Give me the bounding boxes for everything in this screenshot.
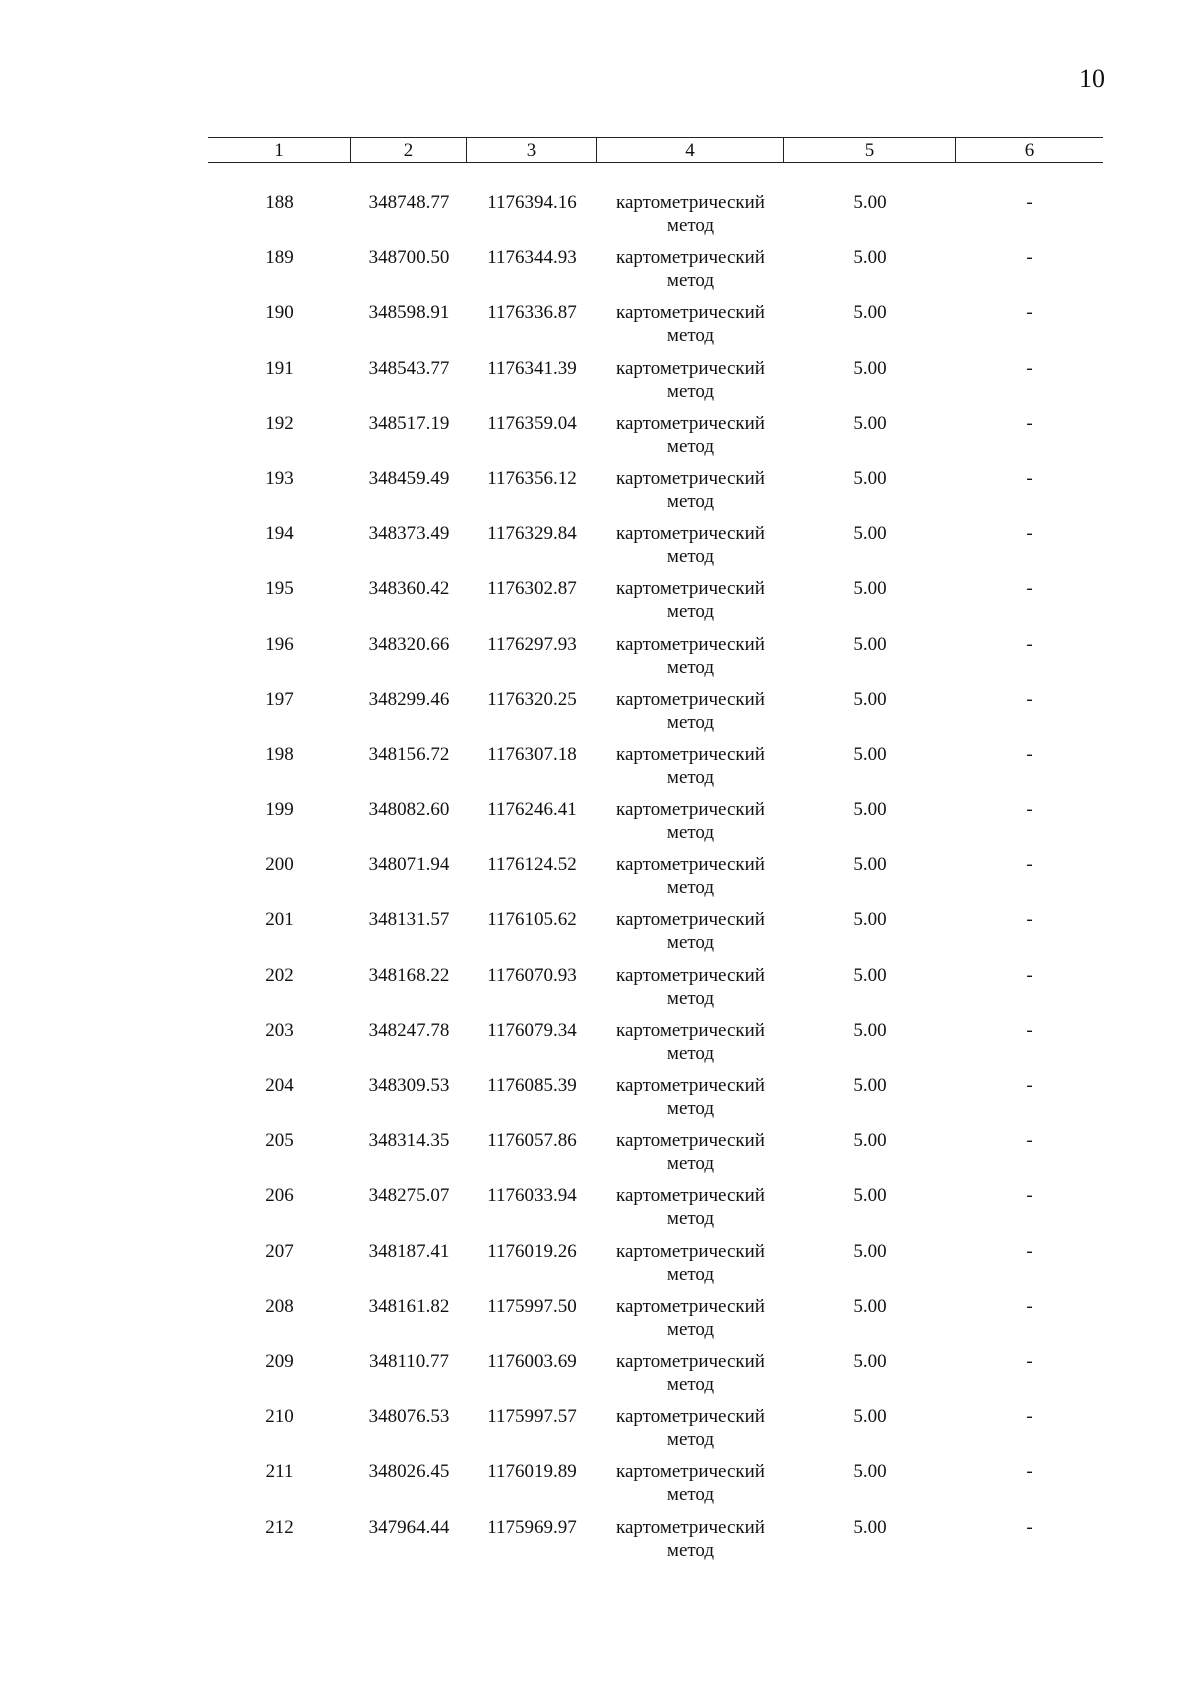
y-coordinate-cell: 1176394.16 [487, 192, 577, 213]
table-row [208, 1405, 1103, 1460]
accuracy-cell: 5.00 [853, 799, 887, 821]
method-cell [597, 191, 784, 237]
note-cell: - [1026, 799, 1033, 821]
note-cell: - [1026, 688, 1033, 710]
column-header-4: 4 [597, 138, 784, 162]
y-coordinate-cell: 1176070.93 [487, 964, 577, 986]
point-number-cell: 190 [265, 302, 294, 324]
method-cell [597, 1074, 784, 1120]
note-cell: - [1026, 302, 1033, 324]
method-line-1: картометрический [616, 633, 765, 655]
table-row [208, 357, 1103, 412]
point-number-cell: 191 [265, 357, 294, 379]
y-coordinate-cell: 1176085.39 [487, 1075, 577, 1096]
note-cell: - [1026, 854, 1033, 876]
y-coordinate-cell: 1176079.34 [487, 1019, 577, 1041]
y-coordinate-cell: 1176003.69 [487, 1350, 577, 1372]
x-coordinate-cell: 348459.49 [368, 467, 450, 489]
x-coordinate-cell: 348360.42 [368, 578, 450, 600]
note-cell: - [1026, 1406, 1033, 1428]
method-line-2: метод [666, 325, 715, 347]
table-row [208, 522, 1103, 577]
x-coordinate-cell: 348275.07 [368, 1185, 450, 1207]
x-coordinate-cell: 348156.72 [368, 743, 450, 765]
method-cell [597, 743, 784, 789]
point-number-cell: 209 [265, 1350, 294, 1372]
point-number-cell: 193 [265, 467, 294, 489]
x-coordinate-cell: 348082.60 [368, 799, 450, 821]
table-row [208, 1129, 1103, 1184]
method-line-1: картометрический [616, 799, 765, 821]
y-coordinate-cell: 1176297.93 [487, 633, 577, 655]
method-line-2: метод [666, 1484, 715, 1506]
method-cell [597, 1019, 784, 1065]
method-line-2: метод [666, 1098, 715, 1119]
y-coordinate-cell: 1176344.93 [487, 247, 577, 269]
accuracy-cell: 5.00 [853, 1185, 887, 1207]
point-number-cell: 211 [265, 1461, 294, 1483]
column-header-2: 2 [351, 138, 467, 162]
method-line-1: картометрический [616, 1130, 765, 1152]
note-cell: - [1026, 1019, 1033, 1041]
method-line-2: метод [666, 1208, 715, 1230]
note-cell: - [1026, 964, 1033, 986]
point-number-cell: 207 [265, 1240, 294, 1262]
table-header [208, 137, 1103, 163]
x-coordinate-cell: 348314.35 [368, 1130, 450, 1152]
accuracy-cell: 5.00 [853, 412, 887, 434]
table-row [208, 1516, 1103, 1571]
method-cell [597, 301, 784, 347]
x-coordinate-cell: 348168.22 [368, 964, 450, 986]
method-line-1: картометрический [616, 1075, 765, 1096]
method-cell [597, 688, 784, 734]
accuracy-cell: 5.00 [853, 1075, 887, 1096]
method-line-2: метод [666, 1539, 715, 1561]
method-line-2: метод [666, 546, 715, 568]
method-cell [597, 467, 784, 513]
point-number-cell: 203 [265, 1019, 294, 1041]
point-number-cell: 197 [265, 688, 294, 710]
table-row [208, 1295, 1103, 1350]
method-line-2: метод [666, 215, 715, 236]
method-cell [597, 412, 784, 458]
y-coordinate-cell: 1175997.50 [487, 1295, 577, 1317]
table-row [208, 1350, 1103, 1405]
note-cell: - [1026, 1461, 1033, 1483]
note-cell: - [1026, 523, 1033, 545]
method-line-2: метод [666, 1263, 715, 1285]
method-line-1: картометрический [616, 1019, 765, 1041]
y-coordinate-cell: 1176105.62 [487, 909, 577, 931]
x-coordinate-cell: 348309.53 [368, 1075, 450, 1096]
x-coordinate-cell: 347964.44 [368, 1516, 450, 1538]
table-row [208, 798, 1103, 853]
accuracy-cell: 5.00 [853, 523, 887, 545]
accuracy-cell: 5.00 [853, 192, 887, 213]
method-cell [597, 522, 784, 568]
method-cell [597, 1295, 784, 1341]
method-line-2: метод [666, 932, 715, 954]
column-header-5: 5 [784, 138, 956, 162]
method-cell [597, 853, 784, 899]
y-coordinate-cell: 1176359.04 [487, 412, 577, 434]
method-line-2: метод [666, 435, 715, 457]
method-line-2: метод [666, 1318, 715, 1340]
method-line-2: метод [666, 822, 715, 844]
method-line-1: картометрический [616, 1350, 765, 1372]
y-coordinate-cell: 1176307.18 [487, 743, 577, 765]
x-coordinate-cell: 348076.53 [368, 1406, 450, 1428]
table-body [208, 191, 1103, 1571]
x-coordinate-cell: 348110.77 [368, 1350, 450, 1372]
method-cell [597, 577, 784, 623]
column-header-6: 6 [1024, 140, 1035, 161]
note-cell: - [1026, 1075, 1033, 1096]
method-cell [597, 1129, 784, 1175]
note-cell: - [1026, 909, 1033, 931]
note-cell: - [1026, 1240, 1033, 1262]
note-cell: - [1026, 1130, 1033, 1152]
accuracy-cell: 5.00 [853, 1461, 887, 1483]
table-row [208, 743, 1103, 798]
y-coordinate-cell: 1176019.89 [487, 1461, 577, 1483]
method-line-1: картометрический [616, 523, 765, 545]
accuracy-cell: 5.00 [853, 854, 887, 876]
x-coordinate-cell: 348131.57 [368, 909, 450, 931]
method-line-2: метод [666, 601, 715, 623]
accuracy-cell: 5.00 [853, 964, 887, 986]
note-cell: - [1026, 467, 1033, 489]
method-line-1: картометрический [616, 1240, 765, 1262]
column-header-1: 1 [208, 138, 351, 162]
accuracy-cell: 5.00 [853, 247, 887, 269]
accuracy-cell: 5.00 [853, 1406, 887, 1428]
table-row [208, 1074, 1103, 1129]
y-coordinate-cell: 1176356.12 [487, 467, 577, 489]
method-line-2: метод [666, 987, 715, 1009]
table-row [208, 633, 1103, 688]
note-cell: - [1026, 192, 1033, 213]
table-row [208, 688, 1103, 743]
x-coordinate-cell: 348517.19 [368, 412, 450, 434]
method-line-1: картометрический [616, 302, 765, 324]
method-line-1: картометрический [616, 1406, 765, 1428]
point-number-cell: 198 [265, 743, 294, 765]
accuracy-cell: 5.00 [853, 1240, 887, 1262]
method-cell [597, 1240, 784, 1286]
method-cell [597, 633, 784, 679]
table-row [208, 1184, 1103, 1239]
method-line-1: картометрический [616, 1516, 765, 1538]
point-number-cell: 204 [265, 1075, 294, 1096]
x-coordinate-cell: 348247.78 [368, 1019, 450, 1041]
point-number-cell: 210 [265, 1406, 294, 1428]
accuracy-cell: 5.00 [853, 1516, 887, 1538]
y-coordinate-cell: 1176019.26 [487, 1240, 577, 1262]
table-row [208, 908, 1103, 963]
method-line-1: картометрический [616, 1295, 765, 1317]
method-line-1: картометрический [616, 743, 765, 765]
x-coordinate-cell: 348543.77 [368, 357, 450, 379]
x-coordinate-cell: 348373.49 [368, 523, 450, 545]
table-row [208, 191, 1103, 246]
point-number-cell: 206 [265, 1185, 294, 1207]
page-number: 10 [1079, 64, 1105, 93]
x-coordinate-cell: 348187.41 [368, 1240, 450, 1262]
note-cell: - [1026, 247, 1033, 269]
y-coordinate-cell: 1176329.84 [487, 523, 577, 545]
method-cell [597, 246, 784, 292]
method-cell [597, 908, 784, 954]
point-number-cell: 189 [265, 247, 294, 269]
accuracy-cell: 5.00 [853, 357, 887, 379]
method-cell [597, 1405, 784, 1451]
method-cell [597, 964, 784, 1010]
x-coordinate-cell: 348026.45 [368, 1461, 450, 1483]
y-coordinate-cell: 1176033.94 [487, 1185, 577, 1207]
point-number-cell: 212 [265, 1516, 294, 1538]
method-line-1: картометрический [616, 1185, 765, 1207]
y-coordinate-cell: 1176320.25 [487, 688, 577, 710]
point-number-cell: 201 [265, 909, 294, 931]
table-row [208, 467, 1103, 522]
point-number-cell: 205 [265, 1130, 294, 1152]
method-line-2: метод [666, 1373, 715, 1395]
method-line-2: метод [666, 877, 715, 899]
y-coordinate-cell: 1176302.87 [487, 578, 577, 600]
table-row [208, 964, 1103, 1019]
note-cell: - [1026, 1516, 1033, 1538]
note-cell: - [1026, 1185, 1033, 1207]
accuracy-cell: 5.00 [853, 743, 887, 765]
method-line-1: картометрический [616, 467, 765, 489]
y-coordinate-cell: 1176124.52 [487, 854, 577, 876]
method-line-2: метод [666, 711, 715, 733]
table-row [208, 577, 1103, 632]
table-row [208, 412, 1103, 467]
method-cell [597, 357, 784, 403]
x-coordinate-cell: 348598.91 [368, 302, 450, 324]
method-line-1: картометрический [616, 854, 765, 876]
table-row [208, 301, 1103, 356]
point-number-cell: 196 [265, 633, 294, 655]
method-line-1: картометрический [616, 1461, 765, 1483]
accuracy-cell: 5.00 [853, 1350, 887, 1372]
method-line-1: картометрический [616, 247, 765, 269]
table-row [208, 246, 1103, 301]
method-line-2: метод [666, 270, 715, 292]
x-coordinate-cell: 348071.94 [368, 854, 450, 876]
point-number-cell: 194 [265, 523, 294, 545]
method-line-1: картометрический [616, 964, 765, 986]
method-line-2: метод [666, 490, 715, 512]
note-cell: - [1026, 633, 1033, 655]
table-row [208, 853, 1103, 908]
x-coordinate-cell: 348320.66 [368, 633, 450, 655]
x-coordinate-cell: 348299.46 [368, 688, 450, 710]
method-line-1: картометрический [616, 688, 765, 710]
note-cell: - [1026, 578, 1033, 600]
accuracy-cell: 5.00 [853, 578, 887, 600]
y-coordinate-cell: 1175969.97 [487, 1516, 577, 1538]
point-number-cell: 199 [265, 799, 294, 821]
method-line-1: картометрический [616, 909, 765, 931]
note-cell: - [1026, 743, 1033, 765]
y-coordinate-cell: 1176341.39 [487, 357, 577, 379]
x-coordinate-cell: 348161.82 [368, 1295, 450, 1317]
accuracy-cell: 5.00 [853, 1019, 887, 1041]
method-cell [597, 798, 784, 844]
method-cell [597, 1184, 784, 1230]
accuracy-cell: 5.00 [853, 467, 887, 489]
table-row [208, 1240, 1103, 1295]
table-row [208, 1019, 1103, 1074]
accuracy-cell: 5.00 [853, 1130, 887, 1152]
note-cell: - [1026, 357, 1033, 379]
table-row [208, 1460, 1103, 1515]
method-cell [597, 1516, 784, 1562]
method-line-2: метод [666, 1042, 715, 1064]
y-coordinate-cell: 1175997.57 [487, 1406, 577, 1428]
method-line-2: метод [666, 1153, 715, 1175]
accuracy-cell: 5.00 [853, 688, 887, 710]
accuracy-cell: 5.00 [853, 302, 887, 324]
note-cell: - [1026, 412, 1033, 434]
method-line-1: картометрический [616, 192, 765, 213]
column-header-3: 3 [467, 138, 597, 162]
y-coordinate-cell: 1176336.87 [487, 302, 577, 324]
method-line-1: картометрический [616, 578, 765, 600]
method-cell [597, 1460, 784, 1506]
accuracy-cell: 5.00 [853, 1295, 887, 1317]
y-coordinate-cell: 1176246.41 [487, 799, 577, 821]
point-number-cell: 200 [265, 854, 294, 876]
point-number-cell: 188 [265, 192, 294, 213]
accuracy-cell: 5.00 [853, 909, 887, 931]
x-coordinate-cell: 348700.50 [368, 247, 450, 269]
note-cell: - [1026, 1350, 1033, 1372]
method-line-1: картометрический [616, 412, 765, 434]
method-line-2: метод [666, 380, 715, 402]
method-line-1: картометрический [616, 357, 765, 379]
x-coordinate-cell: 348748.77 [368, 192, 450, 213]
point-number-cell: 195 [265, 578, 294, 600]
point-number-cell: 202 [265, 964, 294, 986]
method-line-2: метод [666, 766, 715, 788]
y-coordinate-cell: 1176057.86 [487, 1130, 577, 1152]
method-line-2: метод [666, 656, 715, 678]
method-cell [597, 1350, 784, 1396]
point-number-cell: 192 [265, 412, 294, 434]
note-cell: - [1026, 1295, 1033, 1317]
method-line-2: метод [666, 1429, 715, 1451]
accuracy-cell: 5.00 [853, 633, 887, 655]
point-number-cell: 208 [265, 1295, 294, 1317]
